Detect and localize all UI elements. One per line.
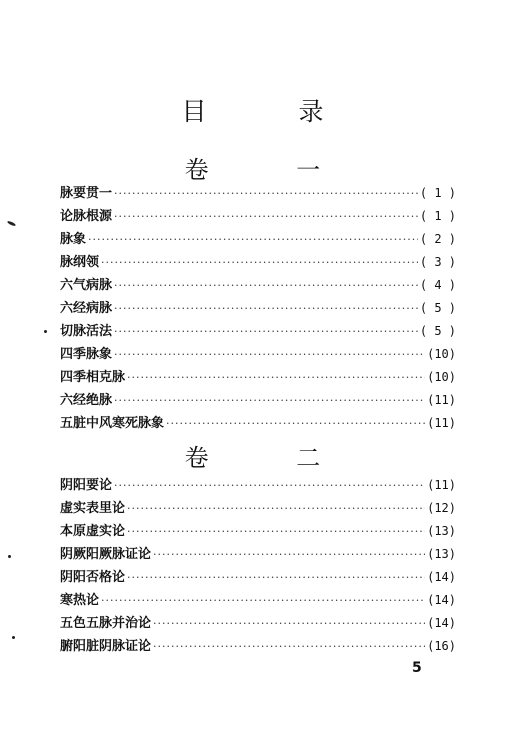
volume-heading-1: 卷 一 xyxy=(184,156,361,184)
page-number: (11) xyxy=(427,478,456,492)
toc-entry[interactable] xyxy=(60,293,456,316)
page-number: (10) xyxy=(427,370,456,384)
page-number: (11) xyxy=(427,416,456,430)
entry-title: 六经病脉 xyxy=(60,301,113,316)
scan-speck xyxy=(8,555,11,558)
entry-title: 脉要贯一 xyxy=(60,186,113,201)
dot-leader xyxy=(114,209,418,224)
dot-leader xyxy=(114,347,425,362)
dot-leader xyxy=(114,301,418,316)
toc-entry[interactable] xyxy=(60,224,456,247)
entry-title: 脉象 xyxy=(60,232,87,247)
toc-volume-1 xyxy=(60,178,456,431)
dot-leader xyxy=(153,639,425,654)
entry-title: 阴厥阳厥脉证论 xyxy=(60,547,152,562)
page-number: ( 5 ) xyxy=(419,301,456,315)
entry-title: 六气病脉 xyxy=(60,278,113,293)
entry-title: 阴阳要论 xyxy=(60,478,113,493)
toc-entry[interactable] xyxy=(60,539,456,562)
dot-leader xyxy=(114,478,425,493)
dot-leader xyxy=(127,501,425,516)
dot-leader xyxy=(153,616,425,631)
toc-entry[interactable] xyxy=(60,339,456,362)
toc-entry[interactable] xyxy=(60,562,456,585)
entry-title: 脉纲领 xyxy=(60,255,100,270)
entry-title: 论脉根源 xyxy=(60,209,113,224)
dot-leader xyxy=(127,570,425,585)
toc-entry[interactable] xyxy=(60,493,456,516)
page-number: (11) xyxy=(427,393,456,407)
page-number: ( 4 ) xyxy=(419,278,456,292)
page-number: ( 5 ) xyxy=(419,324,456,338)
dot-leader xyxy=(101,593,425,608)
dot-leader xyxy=(127,370,425,385)
entry-title: 本原虚实论 xyxy=(60,524,126,539)
entry-title: 腑阳脏阴脉证论 xyxy=(60,639,152,654)
toc-entry[interactable] xyxy=(60,201,456,224)
page-number: (16) xyxy=(427,639,456,653)
toc-entry[interactable] xyxy=(60,178,456,201)
scan-speck xyxy=(12,636,15,639)
toc-volume-2 xyxy=(60,470,456,654)
toc-entry[interactable] xyxy=(60,408,456,431)
dot-leader xyxy=(88,232,418,247)
page-number: ( 1 ) xyxy=(419,209,456,223)
entry-title: 四季相克脉 xyxy=(60,370,126,385)
page-number: ( 2 ) xyxy=(419,232,456,246)
dot-leader xyxy=(101,255,418,270)
entry-title: 五色五脉并治论 xyxy=(60,616,152,631)
entry-title: 阴阳否格论 xyxy=(60,570,126,585)
dot-leader xyxy=(114,186,418,201)
entry-title: 四季脉象 xyxy=(60,347,113,362)
entry-title: 寒热论 xyxy=(60,593,100,608)
dot-leader xyxy=(127,524,425,539)
toc-entry[interactable] xyxy=(60,385,456,408)
toc-entry[interactable] xyxy=(60,316,456,339)
footer-page-number: 5 xyxy=(412,660,422,676)
page-number: (10) xyxy=(427,347,456,361)
entry-title: 六经绝脉 xyxy=(60,393,113,408)
dot-leader xyxy=(114,393,425,408)
page-number: (12) xyxy=(427,501,456,515)
dot-leader xyxy=(114,278,418,293)
toc-entry[interactable] xyxy=(60,362,456,385)
page-title: 目 录 xyxy=(181,97,366,126)
toc-entry[interactable] xyxy=(60,247,456,270)
page-number: ( 1 ) xyxy=(419,186,456,200)
dot-leader xyxy=(166,416,425,431)
dot-leader xyxy=(153,547,425,562)
dot-leader xyxy=(114,324,418,339)
volume-heading-2: 卷 二 xyxy=(184,444,361,472)
scan-speck xyxy=(44,330,47,333)
toc-entry[interactable] xyxy=(60,516,456,539)
page-number: ( 3 ) xyxy=(419,255,456,269)
entry-title: 虚实表里论 xyxy=(60,501,126,516)
toc-entry[interactable] xyxy=(60,470,456,493)
toc-entry[interactable] xyxy=(60,631,456,654)
toc-entry[interactable] xyxy=(60,585,456,608)
toc-entry[interactable] xyxy=(60,608,456,631)
toc-entry[interactable] xyxy=(60,270,456,293)
page-number: (13) xyxy=(427,524,456,538)
scan-speck xyxy=(7,220,16,227)
page-number: (13) xyxy=(427,547,456,561)
page-number: (14) xyxy=(427,570,456,584)
entry-title: 切脉活法 xyxy=(60,324,113,339)
page-number: (14) xyxy=(427,616,456,630)
entry-title: 五脏中风寒死脉象 xyxy=(60,416,165,431)
page-number: (14) xyxy=(427,593,456,607)
